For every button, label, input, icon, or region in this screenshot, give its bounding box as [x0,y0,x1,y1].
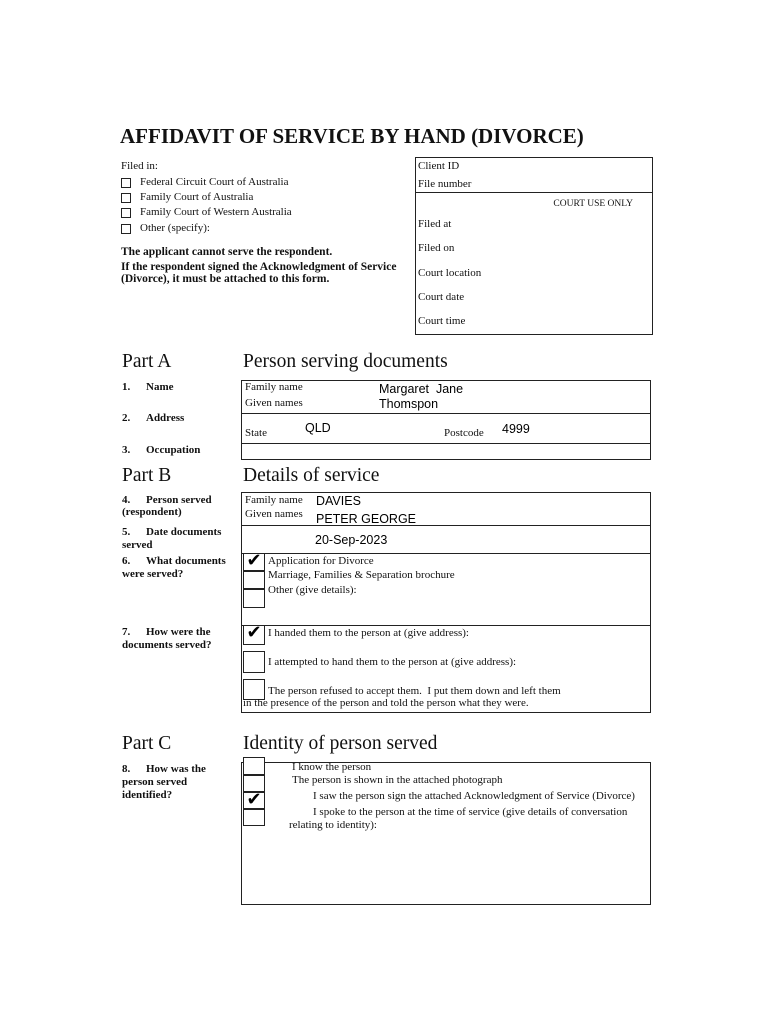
court-location-field[interactable] [488,263,650,283]
question-4-label: Person served [146,494,212,506]
part-a-postcode-label: Postcode [444,427,484,439]
court-date-label: Court date [418,291,465,303]
part-c-heading: Identity of person served [243,733,438,754]
service-option-handed: I handed them to the person at (give address): [268,627,469,639]
part-b-family-name-value[interactable]: DAVIES [316,494,361,508]
question-1-number: 1. [122,381,131,393]
identity-option-photograph: The person is shown in the attached photograph [292,774,503,786]
part-a-given-names-value[interactable]: Thomspon [379,397,439,411]
court-time-field[interactable] [472,311,650,331]
filed-in-checkbox-family-court[interactable] [121,193,131,203]
question-5-label-line-2: served [122,539,153,551]
question-6-label-line-2: were served? [122,568,184,580]
filed-in-label: Filed in: [121,160,158,172]
part-a-label: Part A [122,351,172,372]
question-3-number: 3. [122,444,131,456]
question-5-number: 5. [122,526,131,538]
checkbox-other-documents[interactable] [243,589,265,608]
service-option-refused-line-2: in the presence of the person and told the person what they were. [243,697,529,709]
file-number-label: File number [418,178,472,190]
identity-option-spoke-line-2: relating to identity): [289,819,377,831]
filed-on-field[interactable] [460,238,650,258]
court-location-label: Court location [418,267,482,279]
part-b-family-name-label: Family name [245,494,303,506]
part-a-divider-name [241,413,651,414]
identity-option-saw-sign: I saw the person sign the attached Acknowledgment of Service (Divorce) [313,790,635,802]
checkbox-attempted-to-hand[interactable] [243,651,265,673]
filed-at-field[interactable] [460,214,650,234]
question-7-label: How were the [146,626,211,638]
part-a-family-name-label: Family name [245,381,303,393]
document-option-brochure: Marriage, Families & Separation brochure [268,569,455,581]
part-a-family-name-value[interactable]: Margaret Jane [379,382,464,396]
question-8-label-line-3: identified? [122,789,173,801]
part-b-label: Part B [122,465,172,486]
file-number-field[interactable] [478,177,650,191]
client-id-field[interactable] [470,159,650,175]
service-option-refused: The person refused to accept them. I put them down and left them [268,685,561,697]
question-5-label: Date documents [146,526,222,538]
checkbox-handed-to-person[interactable] [243,625,265,645]
question-8-label-line-2: person served [122,776,188,788]
other-documents-details-field[interactable] [267,598,650,624]
check-mark-icon [243,551,265,571]
filed-on-label: Filed on [418,242,455,254]
part-b-heading: Details of service [243,465,380,486]
checkbox-know-person[interactable] [243,757,265,775]
notice-line-1: The applicant cannot serve the respondent. [121,246,333,258]
question-8-label: How was the [146,763,206,775]
conversation-details-field[interactable] [242,834,650,904]
question-7-label-line-2: documents served? [122,639,212,651]
court-date-field[interactable] [472,287,650,307]
part-b-divider-date [241,553,651,554]
filed-in-checkbox-other[interactable] [121,224,131,234]
part-b-divider-documents [241,625,651,626]
notice-line-3: (Divorce), it must be attached to this form. [121,273,330,285]
part-a-occupation-field[interactable] [242,444,650,459]
date-served-value[interactable]: 20-Sep-2023 [315,533,388,547]
identity-option-know-person: I know the person [292,761,372,773]
filed-in-option-other: Other (specify): [140,222,210,234]
filed-at-label: Filed at [418,218,452,230]
part-a-given-names-label: Given names [245,397,303,409]
question-8-number: 8. [122,763,131,775]
question-3-label: Occupation [146,444,201,456]
client-id-label: Client ID [418,160,460,172]
filed-in-checkbox-family-court-wa[interactable] [121,208,131,218]
filed-in-option-federal-circuit-court: Federal Circuit Court of Australia [140,176,289,188]
filed-in-checkbox-federal-circuit-court[interactable] [121,178,131,188]
court-time-label: Court time [418,315,466,327]
court-use-only-label: COURT USE ONLY [553,199,633,209]
checkbox-application-for-divorce[interactable] [243,553,265,571]
question-7-number: 7. [122,626,131,638]
court-box-divider [415,192,653,193]
notice-line-2: If the respondent signed the Acknowledgment of Service [121,261,397,273]
question-4-number: 4. [122,494,131,506]
part-b-given-names-value[interactable]: PETER GEORGE [316,512,417,526]
document-option-other: Other (give details): [268,584,357,596]
question-2-number: 2. [122,412,131,424]
document-option-application: Application for Divorce [268,555,374,567]
question-4-label-line-2: (respondent) [122,506,182,518]
part-a-heading: Person serving documents [243,351,448,372]
check-mark-icon [243,623,265,643]
part-a-state-value[interactable]: QLD [305,421,331,435]
service-option-attempted: I attempted to hand them to the person at (give address): [268,656,517,668]
part-a-postcode-value[interactable]: 4999 [502,422,530,436]
part-a-state-label: State [245,427,267,439]
part-b-divider-name [241,525,651,526]
checkbox-saw-person-sign[interactable] [243,792,265,809]
part-c-label: Part C [122,733,172,754]
checkbox-separation-brochure[interactable] [243,571,265,589]
check-mark-icon [243,790,265,810]
filed-in-other-specify-field[interactable] [215,222,395,235]
part-b-given-names-label: Given names [245,508,303,520]
question-1-label: Name [146,381,174,393]
filed-in-option-family-court: Family Court of Australia [140,191,254,203]
identity-option-spoke: I spoke to the person at the time of service (give details of conversation [313,806,628,818]
question-6-number: 6. [122,555,131,567]
question-6-label: What documents [146,555,226,567]
checkbox-spoke-to-person[interactable] [243,809,265,826]
filed-in-option-family-court-wa: Family Court of Western Australia [140,206,292,218]
question-2-label: Address [146,412,185,424]
document-title: AFFIDAVIT OF SERVICE BY HAND (DIVORCE) [120,124,584,148]
